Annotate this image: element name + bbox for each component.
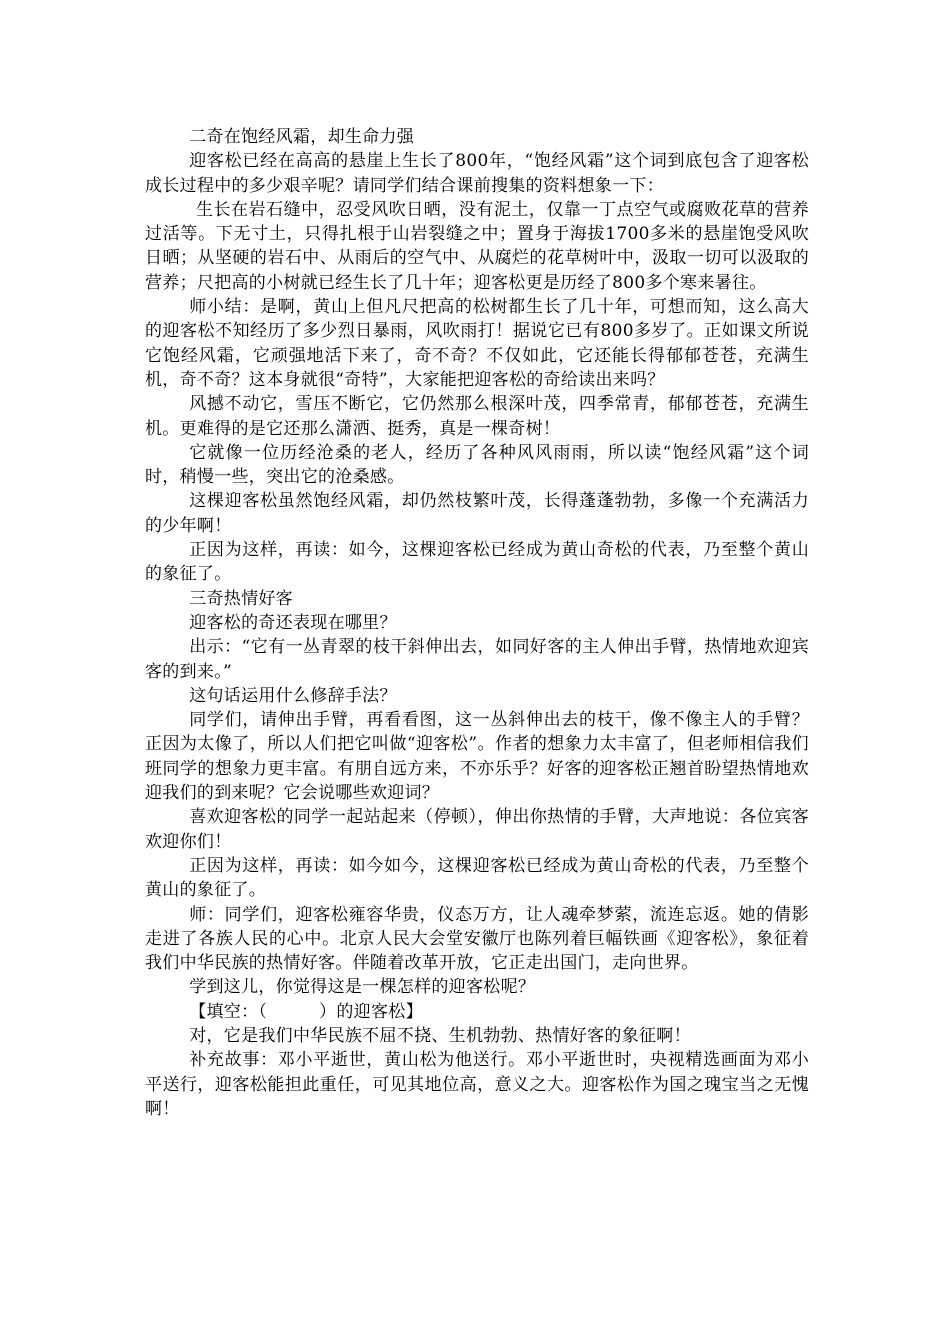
paragraph: 补充故事：邓小平逝世，黄山松为他送行。邓小平逝世时，央视精选画面为邓小平送行，迎客松能担此重任，可见其地位高，意义之大。迎客松作为国之瑰宝当之无愧啊！ — [145, 1050, 809, 1119]
paragraph: 学到这儿，你觉得这是一棵怎样的迎客松呢？ — [189, 977, 536, 998]
paragraph: 师小结：是啊，黄山上但凡尺把高的松树都生长了几十年，可想而知，这么高大的迎客松不知经历了多少烈日暴雨，风吹雨打！据说它已有800多岁了。正如课文所说它饱经风霜，它顽强地活下来了，奇不奇？不仅如此，它还能长得郁郁苍苍，充满生机，奇不奇？这本身就很“奇特”，大家能把迎客松的奇给读出来吗？ — [145, 297, 809, 390]
paragraph: 它就像一位历经沧桑的老人，经历了各种风风雨雨，所以读“饱经风霜”这个词时，稍慢一些，突出它的沧桑感。 — [145, 442, 809, 488]
paragraph: 这句话运用什么修辞手法？ — [189, 685, 397, 706]
section-heading-3: 三奇热情好客 — [189, 588, 293, 609]
paragraph: 风撼不动它，雪压不断它，它仍然那么根深叶茂，四季常青，郁郁苍苍，充满生机。更难得的是它还那么潇洒、挺秀，真是一棵奇树！ — [145, 394, 809, 439]
section-heading-2: 二奇在饱经风霜，却生命力强 — [189, 127, 415, 147]
paragraph: 迎客松已经在高高的悬崖上生长了800年，“饱经风霜”这个词到底包含了迎客松成长过程中的多少艰辛呢？请同学们结合课前搜集的资料想象一下： — [145, 151, 809, 196]
fill-in-blank: 【填空：（ ）的迎客松】 — [189, 1001, 423, 1022]
paragraph: 对，它是我们中华民族不屈不挠、生机勃勃、热情好客的象征啊！ — [189, 1025, 691, 1046]
paragraph: 出示：“它有一丛青翠的枝干斜伸出去，如同好客的主人伸出手臂，热情地欢迎宾客的到来。” — [145, 637, 809, 682]
paragraph: 正因为这样，再读：如今如今，这棵迎客松已经成为黄山奇松的代表，乃至整个黄山的象征了。 — [145, 855, 809, 901]
paragraph: 喜欢迎客松的同学一起站起来（停顿），伸出你热情的手臂，大声地说：各位宾客欢迎你们！ — [145, 807, 809, 852]
paragraph: 师：同学们，迎客松雍容华贵，仪态万方，让人魂牵梦萦，流连忘返。她的倩影走进了各族人民的心中。北京人民大会堂安徽厅也陈列着巨幅铁画《迎客松》，象征着我们中华民族的热情好客。伴随着改革开放，它正走出国门，走向世界。 — [145, 904, 809, 974]
paragraph: 正因为这样，再读：如今，这棵迎客松已经成为黄山奇松的代表，乃至整个黄山的象征了。 — [145, 540, 809, 585]
paragraph: 迎客松的奇还表现在哪里？ — [189, 612, 397, 633]
paragraph: 这棵迎客松虽然饱经风霜，却仍然枝繁叶茂，长得蓬蓬勃勃，多像一个充满活力的少年啊！ — [145, 491, 809, 536]
paragraph: 生长在岩石缝中，忍受风吹日晒，没有泥土，仅靠一丁点空气或腐败花草的营养过活等。下无寸土，只得扎根于山岩裂缝之中；置身于海拔1700多米的悬崖饱受风吹日晒；从坚硬的岩石中、从雨后的空气中、从腐烂的花草树叶中，汲取一切可以汲取的营养；尺把高的小树就已经生长了几十年；迎客松更是历经了800多个寒来暑往。 — [145, 199, 809, 293]
paragraph: 同学们，请伸出手臂，再看看图，这一丛斜伸出去的枝干，像不像主人的手臂？正因为太像了，所以人们把它叫做“迎客松”。作者的想象力太丰富了，但老师相信我们班同学的想象力更丰富。有朋自远方来，不亦乐乎？好客的迎客松正翘首盼望热情地欢迎我们的到来呢？它会说哪些欢迎词？ — [145, 710, 809, 804]
document-body — [145, 125, 809, 1121]
